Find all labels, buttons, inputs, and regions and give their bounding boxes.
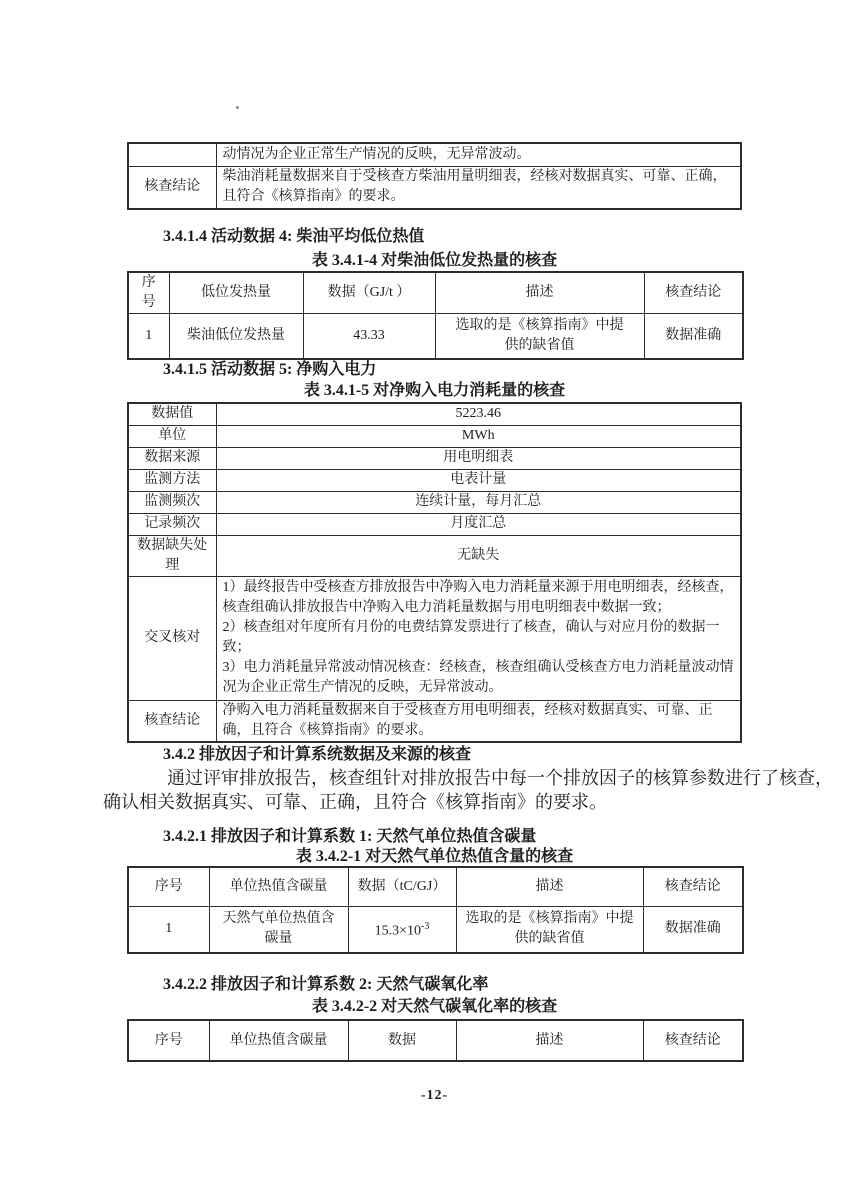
value-exponent: -3	[421, 920, 430, 932]
empty-label-cell	[128, 143, 216, 166]
col-header-conclusion: 核查结论	[643, 867, 743, 906]
table-row	[128, 513, 741, 535]
table-row	[128, 166, 741, 209]
cross-check-row	[128, 576, 741, 700]
cell-data: 43.33	[303, 314, 435, 359]
cell-no: 1	[128, 906, 209, 953]
table-3-4-1-5	[127, 402, 742, 743]
col-header-no: 序号	[128, 1020, 209, 1061]
col-header-conclusion: 核查结论	[644, 272, 743, 314]
cross-check-line: 3）电力消耗量异常波动情况核查：经核查，核查组确认受核查方电力消耗量波动情况为企业正常生产情况的反映，无异常波动。	[222, 660, 734, 695]
section-heading-3-4-2-2: 3.4.2.2 排放因子和计算系数 2: 天然气碳氧化率	[163, 976, 489, 993]
col-header-name: 单位热值含碳量	[209, 867, 348, 906]
conclusion-row	[128, 700, 741, 742]
table-row	[128, 143, 741, 166]
page-number: -12-	[420, 1088, 449, 1103]
section-heading-3-4-1-4: 3.4.1.4 活动数据 4: 柴油平均低位热值	[163, 228, 425, 245]
row-label: 记录频次	[128, 513, 216, 535]
row-value: 电表计量	[216, 469, 741, 491]
row-label: 数据值	[128, 403, 216, 425]
row-value: 月度汇总	[216, 513, 741, 535]
section-heading-3-4-2-1: 3.4.2.1 排放因子和计算系数 1: 天然气单位热值含碳量	[163, 828, 537, 845]
table-row	[128, 535, 741, 576]
table-header-row	[128, 1020, 743, 1061]
table-row	[128, 403, 741, 425]
cell-desc: 选取的是《核算指南》中提供的缺省值	[456, 906, 643, 953]
section-paragraph	[103, 766, 848, 814]
col-header-desc: 描述	[456, 1020, 643, 1061]
table-row	[128, 469, 741, 491]
value-base: 15.3×10	[374, 923, 422, 939]
row-value: 5223.46	[216, 403, 741, 425]
row-label: 数据缺失处理	[128, 535, 216, 576]
cell-conclusion: 数据准确	[644, 314, 743, 359]
cell-desc: 选取的是《核算指南》中提供的缺省值	[435, 314, 644, 359]
cross-check-line: 2）核查组对年度所有月份的电费结算发票进行了核查，确认与对应月份的数据一致；	[222, 620, 720, 655]
cross-check-label: 交叉核对	[128, 576, 216, 700]
cell-no: 1	[128, 314, 169, 359]
row-label: 监测频次	[128, 491, 216, 513]
col-header-data: 数据（GJ/t ）	[303, 272, 435, 314]
conclusion-label-cell: 核查结论	[128, 166, 216, 209]
section-heading-3-4-2: 3.4.2 排放因子和计算系统数据及来源的核查	[163, 746, 472, 763]
table-row	[128, 906, 743, 953]
col-header-name: 单位热值含碳量	[209, 1020, 348, 1061]
row-value: 用电明细表	[216, 447, 741, 469]
row-label: 数据来源	[128, 447, 216, 469]
col-header-desc: 描述	[435, 272, 644, 314]
table-row	[128, 491, 741, 513]
row-value: MWh	[216, 425, 741, 447]
col-header-data: 数据（tC/GJ）	[348, 867, 456, 906]
table-row	[128, 425, 741, 447]
paragraph-line: 确认相关数据真实、可靠、正确，且符合《核算指南》的要求。	[103, 792, 607, 812]
table-3-4-1-4	[127, 271, 744, 360]
table-caption-3-4-1-5: 表 3.4.1-5 对净购入电力消耗量的核查	[303, 382, 566, 399]
table-3-4-2-1	[127, 866, 744, 954]
row-label: 监测方法	[128, 469, 216, 491]
cross-check-line: 1）最终报告中受核查方排放报告中净购入电力消耗量来源于用电明细表，经核查，核查组确认排放报告中净购入电力消耗量数据与用电明细表中数据一致；	[222, 580, 734, 615]
col-header-conclusion: 核查结论	[643, 1020, 743, 1061]
paragraph-line: 通过评审排放报告，核查组针对排放报告中每一个排放因子的核算参数进行了核查，	[167, 768, 833, 788]
cross-check-text	[216, 576, 741, 700]
conclusion-label-cell: 核查结论	[128, 700, 216, 742]
conclusion-text-cell: 柴油消耗量数据来自于受核查方柴油用量明细表，经核对数据真实、可靠、正确，且符合《核算指南》的要求。	[216, 166, 741, 209]
table-caption-3-4-1-4: 表 3.4.1-4 对柴油低位发热量的核查	[311, 252, 558, 269]
col-header-data: 数据	[348, 1020, 456, 1061]
row-label: 单位	[128, 425, 216, 447]
row-value: 无缺失	[216, 535, 741, 576]
table-3-4-2-2	[127, 1019, 744, 1062]
scan-artifact-dot	[236, 106, 239, 109]
row-value: 连续计量，每月汇总	[216, 491, 741, 513]
cell-name: 天然气单位热值含碳量	[209, 906, 348, 953]
table-header-row	[128, 272, 743, 314]
table-row	[128, 447, 741, 469]
table-row	[128, 314, 743, 359]
cell-data	[348, 906, 456, 953]
col-header-desc: 描述	[456, 867, 643, 906]
table-caption-3-4-2-1: 表 3.4.2-1 对天然气单位热值含量的核查	[295, 848, 574, 865]
conclusion-text-cell: 净购入电力消耗量数据来自于受核查方用电明细表，经核对数据真实、可靠、正确，且符合《核算指南》的要求。	[216, 700, 741, 742]
col-header-no: 序号	[128, 272, 169, 314]
cell-name: 柴油低位发热量	[169, 314, 303, 359]
diesel-conclusion-table	[127, 142, 742, 210]
col-header-name: 低位发热量	[169, 272, 303, 314]
cell-conclusion: 数据准确	[643, 906, 743, 953]
table-header-row	[128, 867, 743, 906]
col-header-no: 序号	[128, 867, 209, 906]
table-caption-3-4-2-2: 表 3.4.2-2 对天然气碳氧化率的核查	[311, 998, 558, 1015]
section-heading-3-4-1-5: 3.4.1.5 活动数据 5: 净购入电力	[163, 361, 377, 378]
continuation-text-cell: 动情况为企业正常生产情况的反映，无异常波动。	[216, 143, 741, 166]
